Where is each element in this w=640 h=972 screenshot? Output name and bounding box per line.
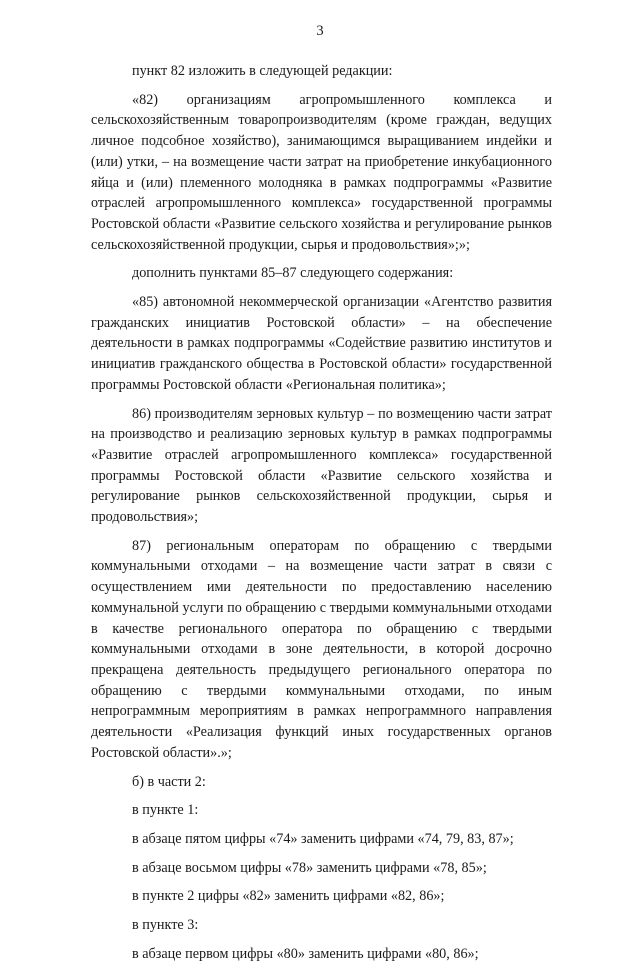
document-body	[91, 61, 552, 972]
paragraph-items-85-87-intro: дополнить пунктами 85–87 следующего содержания:	[132, 265, 454, 282]
paragraph-item-82: «82) организациям агропромышленного комплекса и сельскохозяйственным товаропроизводителям (кроме граждан, ведущих личное подсобное хозяйство), занимающимся выращиванием индейки и (или) утки, – на возмещение части затрат на приобретение инкубационного яйца и (или) племенного молодняка в рамках подпрограммы «Развитие отраслей агропромышленного комплекса» государственной программы Ростовской области «Развитие сельского хозяйства и регулирование рынков сельскохозяйственной продукции, сырья и продовольствия»;»;	[91, 91, 552, 253]
paragraph-point-2: в пункте 2 цифры «82» заменить цифрами «82, 86»;	[132, 888, 445, 905]
paragraph-point-1: в пункте 1:	[132, 802, 199, 819]
paragraph-point-3: в пункте 3:	[132, 917, 199, 934]
paragraph-item-86: 86) производителям зерновых культур – по возмещению части затрат на производство и реализацию зерновых культур в рамках подпрограммы «Развитие отраслей агропромышленного комплекса» государственной программы Ростовской области «Развитие сельского хозяйства и регулирование рынков сельскохозяйственной продукции, сырья и продовольствия»;	[91, 405, 552, 526]
paragraph-abzac-5: в абзаце пятом цифры «74» заменить цифрами «74, 79, 83, 87»;	[132, 830, 514, 847]
paragraph-part-2: б) в части 2:	[132, 773, 206, 790]
paragraph-item-85: «85) автономной некоммерческой организации «Агентство развития гражданских инициатив Ростовской области» – на обеспечение деятельности в рамках подпрограммы «Содействие развитию институтов и инициатив гражданского общества в Ростовской области» государственной программы Ростовской области «Региональная политика»;	[91, 294, 552, 393]
paragraph-abzac-8: в абзаце восьмом цифры «78» заменить цифрами «78, 85»;	[132, 859, 487, 876]
paragraph-item-82-intro: пункт 82 изложить в следующей редакции:	[132, 63, 393, 79]
paragraph-abzac-1: в абзаце первом цифры «80» заменить цифрами «80, 86»;	[132, 945, 479, 962]
page-number: 3	[316, 23, 324, 39]
paragraph-item-87: 87) региональным операторам по обращению с твердыми коммунальными отходами – на возмещение части затрат в связи с осуществлением ими деятельности по предоставлению населению коммунальной услуги по обращению с твердыми коммунальными отходами в качестве регионального оператора по обращению с твердыми коммунальными отходами в зоне деятельности, в которой досрочно прекращена деятельность предыдущего регионального оператора по обращению с твердыми коммунальными отходами, по иным непрограммным мероприятиям в рамках непрограммного направления деятельности «Реализация функций иных государственных органов Ростовской области».»;	[91, 537, 552, 761]
